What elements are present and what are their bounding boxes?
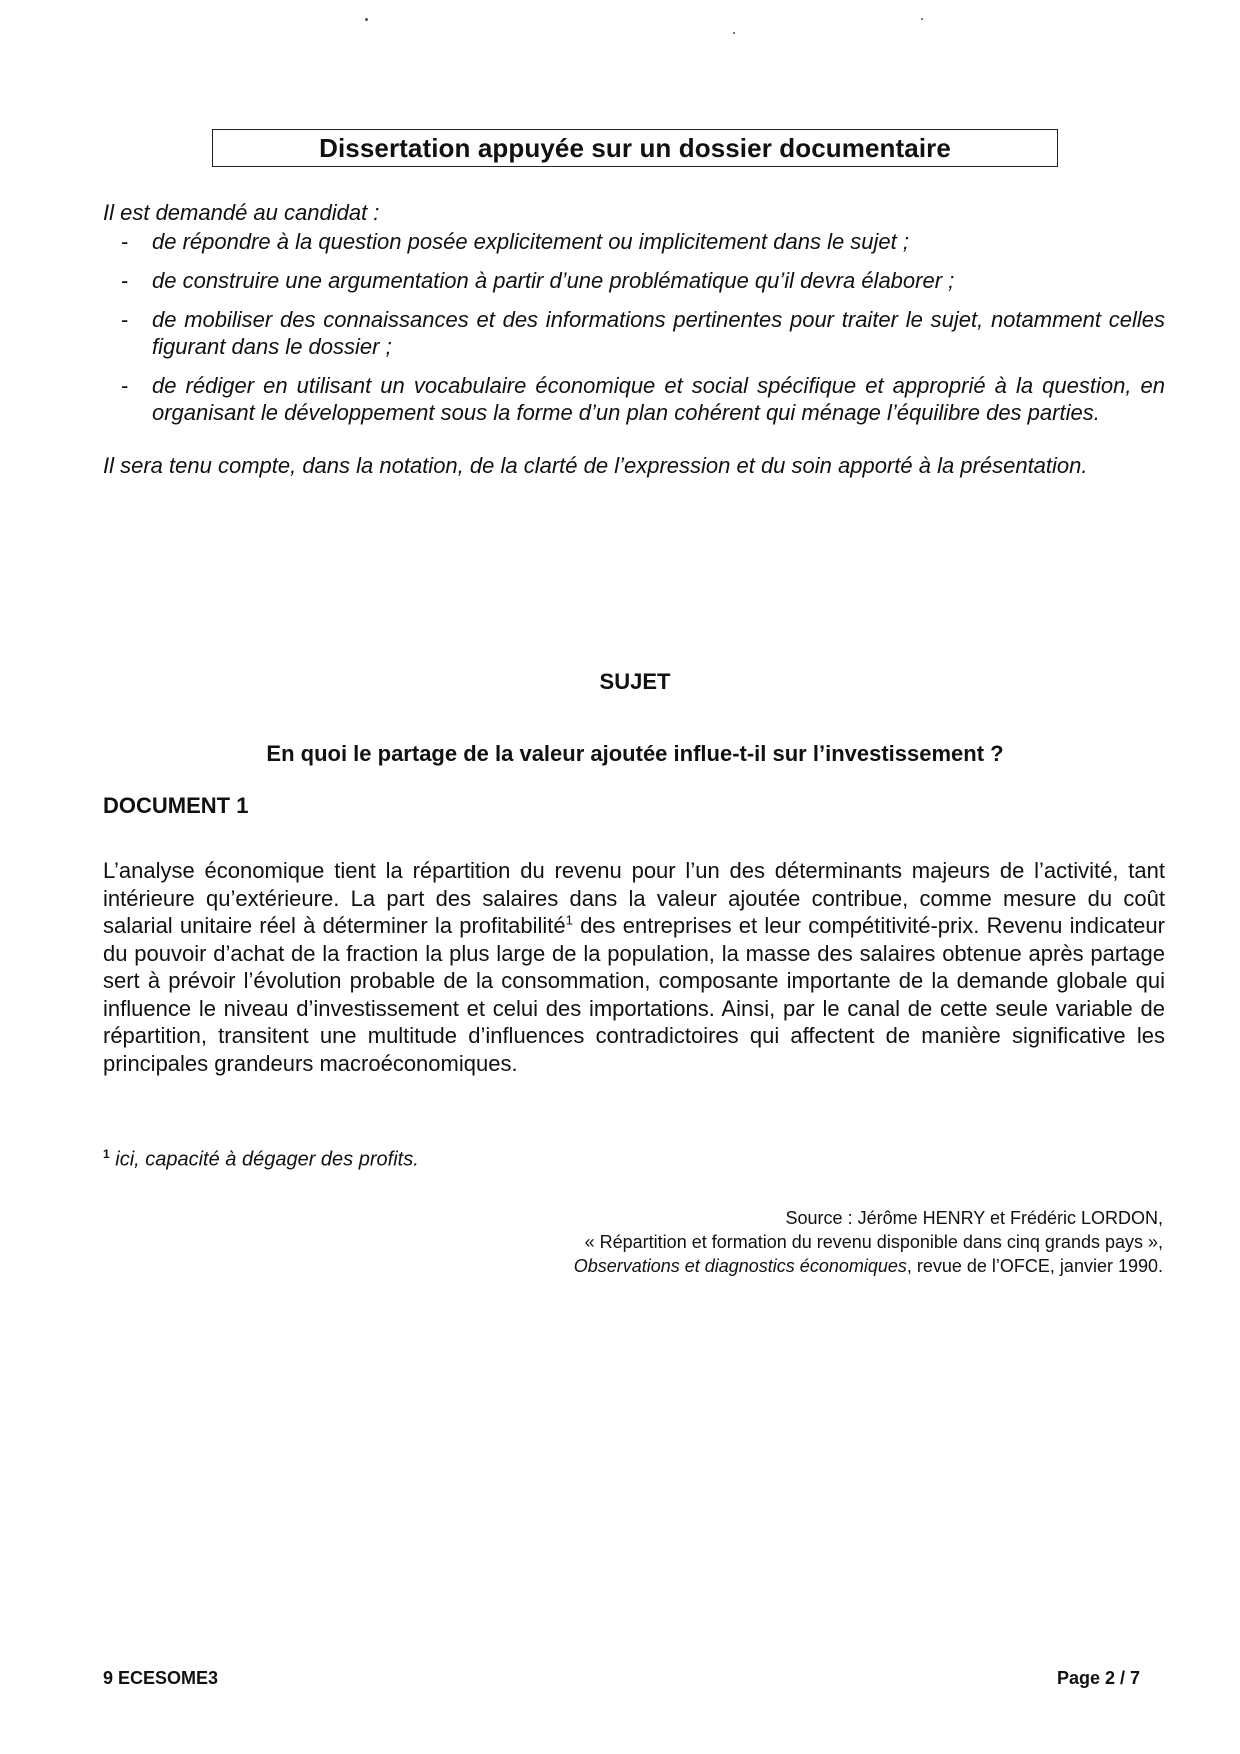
page-number: Page 2 / 7 [1056, 1668, 1140, 1688]
instructions-block [103, 199, 1165, 479]
document-text-part2: des entreprises et leur compétitivité-prix. Revenu indicateur du pouvoir d’achat de la fraction la plus large de la population, la masse des salaires obtenue après partage sert à prévoir l’évolution probable de la consommation, composante importante de la demande globale qui influence le niveau d’investissement et celui des importations. Ainsi, par le canal de cette seule variable de répartition, transitent une multitude d’influences contradictoires qui affectent de manière significative les principales grandeurs macroéconomiques. [103, 913, 1165, 1076]
source-journal: Observations et diagnostics économiques [573, 1256, 907, 1276]
list-item [103, 372, 1165, 426]
sujet-label: SUJET [599, 669, 671, 694]
exam-code: 9 ECESOME3 [103, 1668, 219, 1688]
source-citation [263, 1206, 1163, 1278]
source-line-authors: Source : Jérôme HENRY et Frédéric LORDON, [785, 1208, 1163, 1228]
dash-bullet: - [121, 373, 129, 398]
list-item-text: de répondre à la question posée explicitement ou implicitement dans le sujet ; [152, 229, 910, 254]
sujet-question: En quoi le partage de la valeur ajoutée influe-t-il sur l’investissement ? [266, 741, 1004, 766]
source-line-journal [263, 1254, 1163, 1278]
source-line-article: « Répartition et formation du revenu disponible dans cinq grands pays », [584, 1232, 1163, 1252]
grading-note: Il sera tenu compte, dans la notation, de la clarté de l’expression et du soin apporté à la présentation. [103, 453, 1088, 478]
instructions-list [103, 228, 1165, 426]
scan-speck [921, 18, 923, 20]
list-item-text: de mobiliser des connaissances et des informations pertinentes pour traiter le sujet, notamment celles figurant dans le dossier ; [152, 307, 1165, 359]
footnote-marker: 1 [103, 1147, 110, 1161]
dash-bullet: - [121, 268, 129, 293]
list-item [103, 306, 1165, 360]
dash-bullet: - [121, 307, 129, 332]
document-heading: DOCUMENT 1 [103, 793, 249, 818]
list-item-text: de construire une argumentation à partir d’une problématique qu’il devra élaborer ; [152, 268, 955, 293]
instructions-intro: Il est demandé au candidat : [103, 200, 380, 225]
footnote-reference: 1 [565, 912, 573, 928]
document-body [103, 857, 1165, 1077]
footnote [103, 1147, 419, 1172]
list-item [103, 267, 1165, 294]
title-box [212, 129, 1058, 167]
footnote-text: ici, capacité à dégager des profits. [109, 1148, 419, 1171]
scan-speck [365, 18, 368, 21]
list-item [103, 228, 1165, 255]
document-text-part1: L’analyse économique tient la répartition du revenu pour l’un des déterminants majeurs de l’activité, tant intérieure qu’extérieure. La part des salaires dans la valeur ajoutée contribue, comme mesure du coût salarial unitaire réel à déterminer la profitabilité [103, 858, 1165, 938]
page-title: Dissertation appuyée sur un dossier documentaire [319, 132, 951, 163]
dash-bullet: - [121, 229, 129, 254]
source-journal-rest: , revue de l’OFCE, janvier 1990. [906, 1256, 1163, 1276]
scan-speck [733, 32, 735, 34]
list-item-text: de rédiger en utilisant un vocabulaire économique et social spécifique et approprié à la question, en organisant le développement sous la forme d’un plan cohérent qui ménage l’équilibre des parties. [152, 373, 1165, 425]
